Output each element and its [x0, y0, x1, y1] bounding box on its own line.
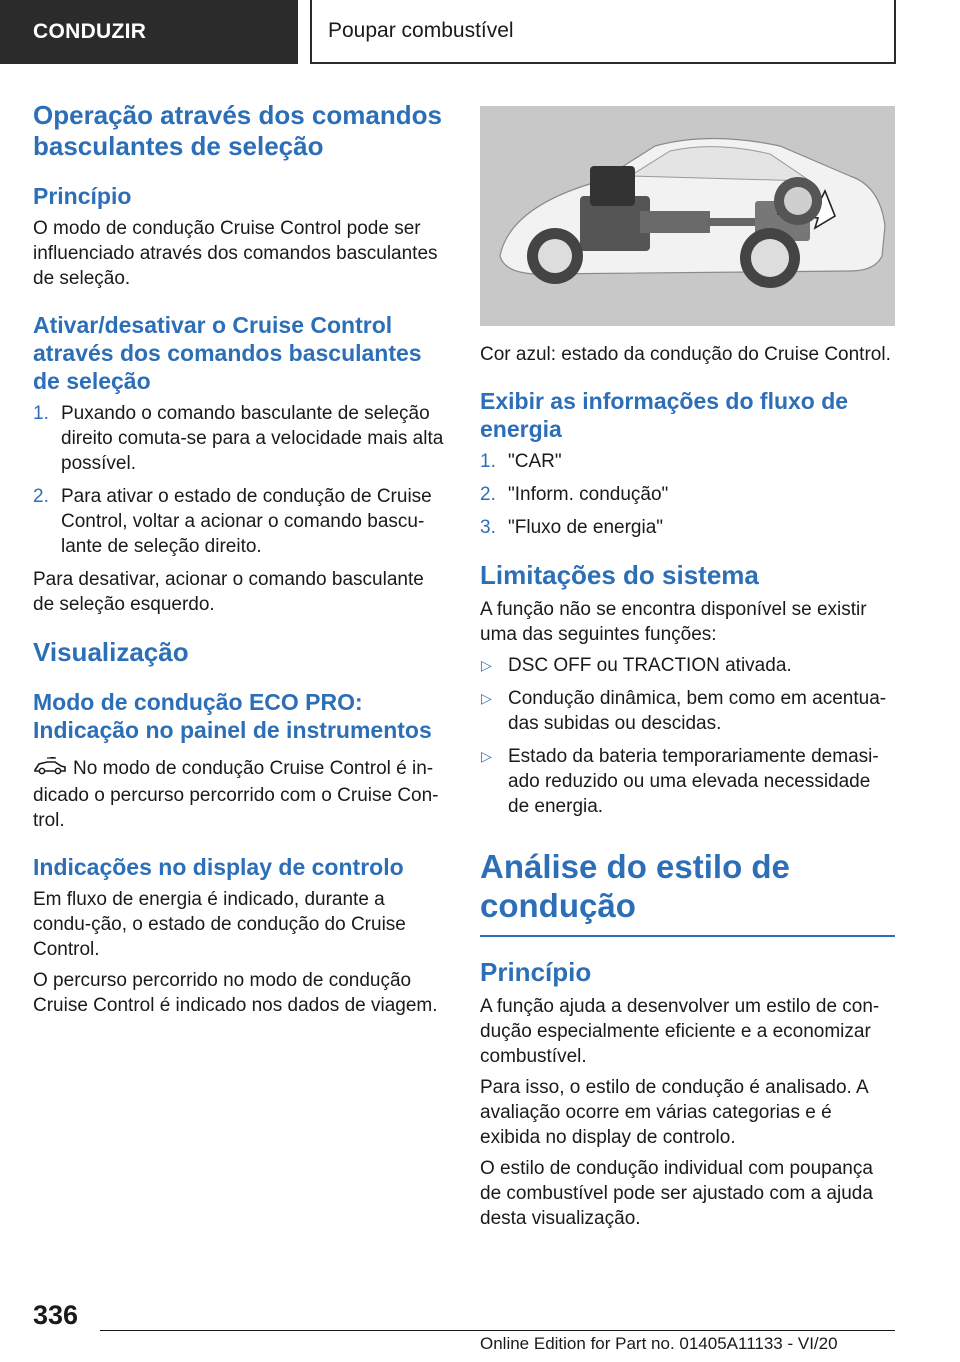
list-item: 1. Puxando o comando basculante de seleção direito comuta-se para a velocidade mais alta possível. [33, 403, 444, 474]
list-item: 3. "Fluxo de energia" [480, 517, 664, 538]
page-number: 336 [33, 1300, 79, 1330]
car-powertrain-illustration [480, 106, 895, 326]
paragraph-eco-pro: No modo de condução Cruise Control é in-dicado o percurso percorrido com o Cruise Con-trol. [33, 758, 439, 831]
list-item: 2. Para ativar o estado de condução de Cruise Control, voltar a acionar o comando bascu-lante de seleção direito. [33, 486, 432, 557]
edition-note: Online Edition for Part no. 01405A11133 - VI/20 [480, 1334, 838, 1353]
heading-eco-pro: Modo de condução ECO PRO: Indicação no painel de instrumentos [33, 689, 432, 743]
paragraph-display-2: O percurso percorrido no modo de condução Cruise Control é indicado nos dados de viagem. [33, 970, 438, 1016]
heading-visualization: Visualização [33, 637, 189, 667]
heading-limitations: Limitações do sistema [480, 560, 759, 590]
list-item: 1. "CAR" [480, 451, 562, 472]
footer-divider [100, 1330, 895, 1331]
paragraph-analysis-2: Para isso, o estilo de condução é analisado. A avaliação ocorre em várias categorias e é exibida no display de controlo. [480, 1077, 868, 1148]
triangle-bullet-icon: ▷ [481, 657, 492, 673]
paragraph-principle: O modo de condução Cruise Control pode ser influenciado através dos comandos basculantes de seleção. [33, 218, 438, 289]
heading-activate: Ativar/desativar o Cruise Control através dos comandos basculantes de seleção [33, 312, 422, 394]
paragraph-deactivate: Para desativar, acionar o comando basculante de seleção esquerdo. [33, 569, 424, 615]
heading-driving-style: Análise do estilo de condução [480, 848, 790, 924]
paragraph-analysis-3: O estilo de condução individual com poupança de combustível pode ser ajustado com a ajuda desta visualização. [480, 1158, 873, 1229]
left-column [33, 100, 448, 1018]
figure-caption: Cor azul: estado da condução do Cruise Control. [480, 344, 891, 365]
limitations-list [480, 653, 895, 819]
paragraph-analysis-1: A função ajuda a desenvolver um estilo de con-dução especialmente eficiente e a economizar combustível. [480, 996, 880, 1067]
topic-tab: Poupar combustível [310, 0, 896, 64]
paragraph-display-1: Em fluxo de energia é indicado, durante a condu-ção, o estado de condução do Cruise Control. [33, 889, 406, 960]
right-column [480, 106, 895, 1231]
heading-control-display: Indicações no display de controlo [33, 854, 404, 880]
activate-steps [33, 401, 448, 559]
paragraph-limitations: A função não se encontra disponível se existir uma das seguintes funções: [480, 599, 867, 645]
heading-principle-2: Princípio [480, 957, 592, 987]
triangle-bullet-icon: ▷ [481, 690, 492, 706]
page-header [0, 0, 960, 66]
cruise-car-icon [33, 756, 67, 783]
list-item: ▷ DSC OFF ou TRACTION ativada. [481, 655, 792, 676]
triangle-bullet-icon: ▷ [481, 748, 492, 764]
heading-operation: Operação através dos comandos basculantes de seleção [33, 100, 442, 161]
list-item: ▷ Estado da bateria temporariamente demasi-ado reduzido ou uma elevada necessidade de energia. [481, 746, 879, 817]
heading-energy-flow: Exibir as informações do fluxo de energia [480, 388, 849, 442]
energy-flow-steps [480, 449, 895, 540]
heading-principle: Princípio [33, 183, 132, 209]
section-tab: CONDUZIR [0, 0, 298, 64]
list-item: ▷ Condução dinâmica, bem como em acentua-das subidas ou descidas. [481, 688, 887, 734]
list-item: 2. "Inform. condução" [480, 484, 669, 505]
